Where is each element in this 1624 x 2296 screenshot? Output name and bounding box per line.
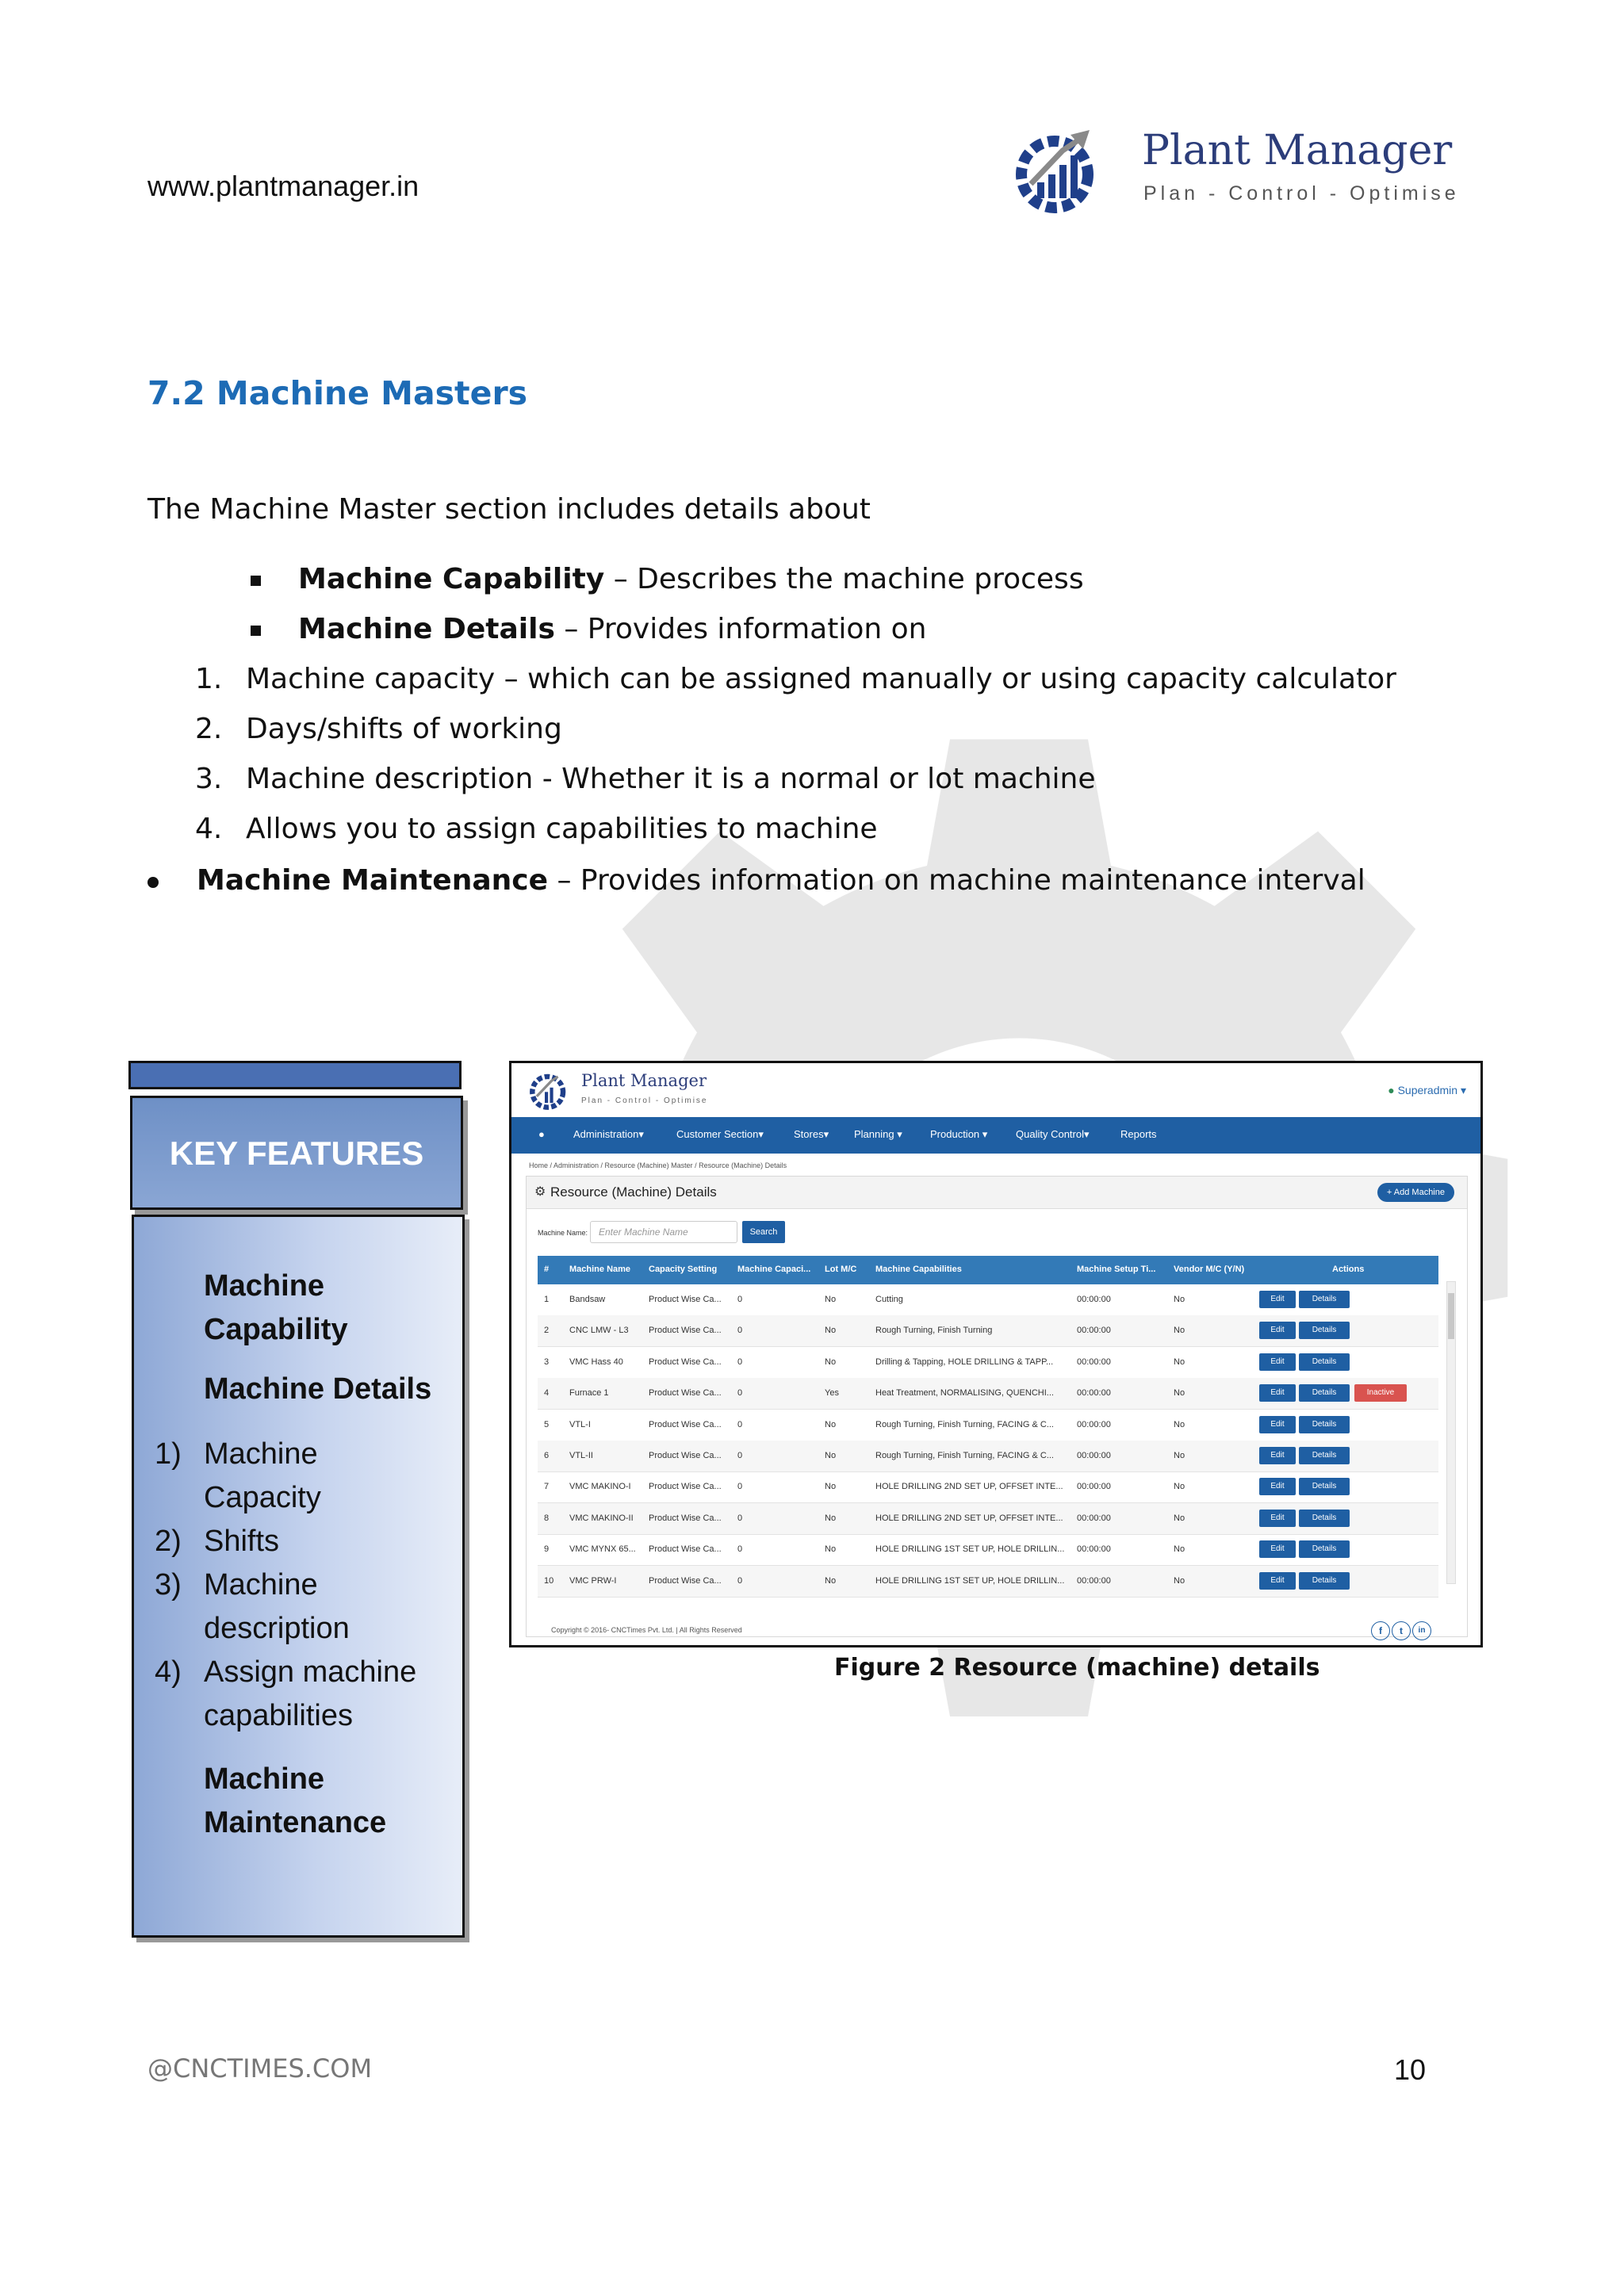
app-logo-icon — [526, 1066, 573, 1114]
nav-quality-control[interactable]: Quality Control▾ — [1016, 1128, 1090, 1140]
nav-production[interactable]: Production ▾ — [930, 1128, 988, 1140]
col-header: Actions — [1332, 1265, 1365, 1274]
details-button[interactable]: Details — [1299, 1353, 1350, 1371]
table-row — [538, 1441, 1438, 1472]
kf-item — [204, 1651, 416, 1738]
cell-lot: No — [825, 1419, 837, 1429]
edit-button[interactable]: Edit — [1259, 1322, 1296, 1339]
col-header[interactable]: Machine Capaci... — [737, 1265, 811, 1274]
cell-cap: 0 — [737, 1326, 743, 1336]
nav-label: Production — [930, 1128, 980, 1140]
app-logo-title: Plant Manager — [581, 1071, 707, 1090]
cell-vendor: No — [1174, 1295, 1185, 1304]
cell-cap: 0 — [737, 1482, 743, 1492]
cell-capab: HOLE DRILLING 1ST SET UP, HOLE DRILLIN... — [875, 1575, 1065, 1586]
kf-item — [204, 1520, 279, 1563]
twitter-icon[interactable]: t — [1392, 1621, 1411, 1640]
cell-vendor: No — [1174, 1388, 1185, 1399]
cell-lot: Yes — [825, 1388, 839, 1399]
bullet-machine-capability — [298, 563, 1084, 595]
bullet-bold: Machine Details — [298, 613, 555, 645]
website-url: www.plantmanager.in — [147, 170, 419, 202]
details-button[interactable]: Details — [1299, 1322, 1350, 1339]
table-row — [538, 1471, 1438, 1503]
footer-site: @CNCTIMES.COM — [147, 2053, 373, 2084]
panel-header — [527, 1177, 1467, 1209]
cell-n: 10 — [544, 1575, 554, 1586]
cell-n: 8 — [544, 1513, 550, 1523]
cell-capab: Drilling & Tapping, HOLE DRILLING & TAPP... — [875, 1357, 1054, 1367]
cell-setup: 00:00:00 — [1077, 1575, 1111, 1586]
table-row — [538, 1566, 1438, 1598]
bullet-text: – Describes the machine process — [604, 563, 1084, 595]
kf-item-number: 3) — [155, 1568, 182, 1601]
kf-machine-maintenance — [204, 1758, 386, 1845]
cell-lot: No — [825, 1326, 837, 1336]
cell-capab: Rough Turning, Finish Turning, FACING & C... — [875, 1419, 1054, 1429]
nav-label: Reports — [1120, 1128, 1157, 1140]
cell-setup: 00:00:00 — [1077, 1388, 1111, 1399]
cell-cap: 0 — [737, 1388, 743, 1399]
bullet-text: – Provides information on machine maintenance interval — [548, 864, 1365, 897]
cell-cap-set: Product Wise Ca... — [649, 1388, 722, 1399]
cell-name: VMC Hass 40 — [569, 1357, 623, 1367]
scrollbar-thumb[interactable] — [1448, 1293, 1454, 1339]
cell-n: 1 — [544, 1295, 550, 1304]
table-row — [538, 1410, 1438, 1441]
edit-button[interactable]: Edit — [1259, 1384, 1296, 1402]
nav-administration[interactable]: Administration▾ — [573, 1128, 644, 1140]
section-heading: 7.2 Machine Masters — [147, 374, 528, 412]
app-logo-tagline: Plan - Control - Optimise — [581, 1096, 708, 1105]
square-bullet-icon — [251, 576, 261, 586]
cell-vendor: No — [1174, 1513, 1185, 1523]
cell-name: VTL-I — [569, 1419, 591, 1429]
details-button[interactable]: Details — [1299, 1572, 1350, 1590]
cell-vendor: No — [1174, 1482, 1185, 1492]
cell-capab: Rough Turning, Finish Turning, FACING & C... — [875, 1451, 1054, 1460]
details-button[interactable]: Details — [1299, 1478, 1350, 1495]
panel-title: Resource (Machine) Details — [550, 1184, 717, 1200]
app-footer — [511, 1618, 1480, 1647]
cell-capab: HOLE DRILLING 2ND SET UP, OFFSET INTE... — [875, 1482, 1063, 1492]
cell-name: Furnace 1 — [569, 1388, 609, 1399]
cell-cap-set: Product Wise Ca... — [649, 1295, 722, 1304]
numbered-item-text: Machine capacity – which can be assigned manually or using capacity calculator — [246, 663, 1396, 695]
logo-tagline: Plan - Control - Optimise — [1143, 182, 1460, 205]
cell-lot: No — [825, 1482, 837, 1492]
edit-button[interactable]: Edit — [1259, 1447, 1296, 1464]
cell-setup: 00:00:00 — [1077, 1295, 1111, 1304]
kf-machine-capability — [204, 1265, 348, 1352]
linkedin-icon[interactable]: in — [1412, 1621, 1431, 1640]
numbered-item — [195, 713, 222, 745]
table-header — [538, 1256, 1438, 1284]
cell-setup: 00:00:00 — [1077, 1357, 1111, 1367]
item-number: 2. — [195, 713, 223, 745]
copyright-text: Copyright © 2016- CNCTimes Pvt. Ltd. | All Rights Reserved — [551, 1626, 742, 1634]
kf-item-line: description — [204, 1612, 350, 1645]
app-nav-bar — [511, 1117, 1480, 1154]
cell-name: VMC MYNX 65... — [569, 1544, 636, 1555]
cell-n: 4 — [544, 1388, 550, 1399]
user-name: Superadmin — [1397, 1084, 1458, 1096]
nav-planning[interactable]: Planning ▾ — [854, 1128, 902, 1140]
kf-label-line: Machine — [204, 1762, 325, 1796]
details-button[interactable]: Details — [1299, 1447, 1350, 1464]
details-button[interactable]: Details — [1299, 1291, 1350, 1308]
cell-setup: 00:00:00 — [1077, 1482, 1111, 1492]
kf-label-line: Maintenance — [204, 1806, 387, 1839]
item-number: 3. — [195, 763, 223, 795]
gear-chart-logo-icon — [1007, 119, 1110, 222]
kf-item-line: Capacity — [204, 1481, 321, 1514]
edit-button[interactable]: Edit — [1259, 1510, 1296, 1527]
cell-lot: No — [825, 1513, 837, 1523]
cell-capab: Cutting — [875, 1295, 903, 1304]
plant-manager-logo — [1007, 119, 1460, 222]
key-features-body — [132, 1215, 465, 1938]
cell-lot: No — [825, 1451, 837, 1460]
key-features-header — [130, 1096, 463, 1210]
bullet-machine-details — [298, 613, 926, 645]
details-button[interactable]: Details — [1299, 1384, 1350, 1402]
home-icon[interactable]: ● — [538, 1128, 545, 1140]
resource-panel — [526, 1176, 1468, 1637]
numbered-item-text: Allows you to assign capabilities to machine — [246, 813, 878, 845]
cell-name: CNC LMW - L3 — [569, 1326, 629, 1336]
cell-name: VTL-II — [569, 1451, 593, 1460]
logo-title: Plant Manager — [1142, 127, 1453, 174]
cell-setup: 00:00:00 — [1077, 1513, 1111, 1523]
kf-item — [204, 1563, 350, 1651]
numbered-item — [195, 663, 222, 695]
breadcrumb: Home / Administration / Resource (Machine) Master / Resource (Machine) Details — [529, 1161, 787, 1169]
cell-n: 3 — [544, 1357, 550, 1367]
cell-cap-set: Product Wise Ca... — [649, 1326, 722, 1336]
nav-stores[interactable]: Stores▾ — [794, 1128, 829, 1140]
cell-name: VMC PRW-I — [569, 1575, 617, 1586]
table-row — [538, 1315, 1438, 1347]
edit-button[interactable]: Edit — [1259, 1416, 1296, 1433]
cell-setup: 00:00:00 — [1077, 1544, 1111, 1555]
table-row — [538, 1503, 1438, 1535]
kf-item-line: capabilities — [204, 1699, 353, 1732]
bullet-bold: Machine Capability — [298, 563, 605, 595]
bullet-text: – Provides information on — [554, 613, 927, 645]
kf-item-number: 4) — [155, 1655, 182, 1689]
gears-icon: ⚙ — [534, 1185, 546, 1199]
cell-cap: 0 — [737, 1544, 743, 1555]
cell-cap-set: Product Wise Ca... — [649, 1419, 722, 1429]
intro-paragraph: The Machine Master section includes details about — [147, 493, 871, 526]
kf-item-number: 1) — [155, 1437, 182, 1471]
cell-cap-set: Product Wise Ca... — [649, 1544, 722, 1555]
col-header[interactable]: Vendor M/C (Y/N) — [1174, 1265, 1245, 1274]
cell-n: 5 — [544, 1419, 550, 1429]
cell-cap: 0 — [737, 1575, 743, 1586]
search-button[interactable]: Search — [742, 1221, 785, 1243]
col-header[interactable]: Lot M/C — [825, 1265, 857, 1274]
nav-label: Quality Control — [1016, 1128, 1084, 1140]
cell-n: 7 — [544, 1482, 550, 1492]
kf-item-number: 2) — [155, 1525, 182, 1558]
cell-capab: Heat Treatment, NORMALISING, QUENCHI... — [875, 1388, 1054, 1399]
edit-button[interactable]: Edit — [1259, 1353, 1296, 1371]
cell-vendor: No — [1174, 1419, 1185, 1429]
page-number: 10 — [1394, 2053, 1427, 2086]
details-button[interactable]: Details — [1299, 1510, 1350, 1527]
app-top-bar — [511, 1063, 1480, 1118]
kf-label-line: Capability — [204, 1313, 348, 1346]
cell-name: Bandsaw — [569, 1295, 606, 1304]
cell-vendor: No — [1174, 1575, 1185, 1586]
details-button[interactable]: Details — [1299, 1416, 1350, 1433]
facebook-icon[interactable]: f — [1371, 1621, 1390, 1640]
cell-cap-set: Product Wise Ca... — [649, 1451, 722, 1460]
col-header[interactable]: Machine Name — [569, 1265, 631, 1274]
machine-name-input[interactable]: Enter Machine Name — [590, 1221, 737, 1243]
cell-cap: 0 — [737, 1295, 743, 1304]
table-row — [538, 1378, 1438, 1410]
edit-button[interactable]: Edit — [1259, 1478, 1296, 1495]
cell-capab: Rough Turning, Finish Turning — [875, 1326, 993, 1336]
item-number: 4. — [195, 813, 223, 845]
round-bullet-icon — [147, 877, 159, 888]
cell-lot: No — [825, 1357, 837, 1367]
bullet-machine-maintenance — [197, 864, 1365, 897]
inactive-button[interactable]: Inactive — [1354, 1384, 1407, 1402]
details-button[interactable]: Details — [1299, 1540, 1350, 1558]
numbered-item — [195, 813, 222, 845]
numbered-item — [195, 763, 222, 795]
nav-reports[interactable] — [1120, 1128, 1157, 1140]
key-features-top-bar — [128, 1061, 462, 1089]
cell-cap-set: Product Wise Ca... — [649, 1357, 722, 1367]
nav-label: Planning — [854, 1128, 894, 1140]
cell-vendor: No — [1174, 1451, 1185, 1460]
edit-button[interactable]: Edit — [1259, 1291, 1296, 1308]
edit-button[interactable]: Edit — [1259, 1572, 1296, 1590]
cell-lot: No — [825, 1544, 837, 1555]
table-row — [538, 1284, 1438, 1316]
nav-label: Administration — [573, 1128, 639, 1140]
bullet-bold: Machine Maintenance — [197, 864, 549, 897]
machine-name-label: Machine Name: — [538, 1229, 588, 1237]
col-header[interactable]: Machine Setup Ti... — [1077, 1265, 1156, 1274]
kf-item-line: Machine — [204, 1437, 318, 1471]
numbered-item-text: Days/shifts of working — [246, 713, 562, 745]
cell-vendor: No — [1174, 1326, 1185, 1336]
cell-cap: 0 — [737, 1513, 743, 1523]
item-number: 1. — [195, 663, 223, 695]
kf-item-line: Machine — [204, 1568, 318, 1601]
user-icon: ● — [1388, 1084, 1395, 1096]
table-row — [538, 1534, 1438, 1566]
cell-vendor: No — [1174, 1544, 1185, 1555]
kf-label-line: Machine — [204, 1269, 325, 1303]
cell-cap: 0 — [737, 1357, 743, 1367]
numbered-item-text: Machine description - Whether it is a normal or lot machine — [246, 763, 1096, 795]
nav-label: Customer Section — [676, 1128, 759, 1140]
cell-cap: 0 — [737, 1419, 743, 1429]
cell-lot: No — [825, 1295, 837, 1304]
app-screenshot — [509, 1061, 1483, 1647]
figure-caption: Figure 2 Resource (machine) details — [834, 1654, 1320, 1682]
square-bullet-icon — [251, 626, 261, 636]
cell-lot: No — [825, 1575, 837, 1586]
kf-item — [204, 1433, 321, 1520]
cell-n: 6 — [544, 1451, 550, 1460]
user-menu[interactable] — [1388, 1084, 1466, 1097]
nav-customer-section[interactable]: Customer Section▾ — [676, 1128, 764, 1140]
kf-machine-details — [204, 1368, 431, 1411]
cell-cap-set: Product Wise Ca... — [649, 1575, 722, 1586]
cell-n: 9 — [544, 1544, 550, 1555]
edit-button[interactable]: Edit — [1259, 1540, 1296, 1558]
cell-setup: 00:00:00 — [1077, 1451, 1111, 1460]
cell-name: VMC MAKINO-II — [569, 1513, 634, 1523]
cell-capab: HOLE DRILLING 1ST SET UP, HOLE DRILLIN... — [875, 1544, 1065, 1555]
cell-cap-set: Product Wise Ca... — [649, 1482, 722, 1492]
nav-label: Stores — [794, 1128, 824, 1140]
key-features-title: KEY FEATURES — [169, 1135, 424, 1172]
cell-n: 2 — [544, 1326, 550, 1336]
col-header: # — [544, 1265, 550, 1274]
kf-label-line: Machine Details — [204, 1372, 432, 1406]
kf-item-line: Assign machine — [204, 1655, 417, 1689]
cell-name: VMC MAKINO-I — [569, 1482, 631, 1492]
cell-vendor: No — [1174, 1357, 1185, 1367]
cell-setup: 00:00:00 — [1077, 1419, 1111, 1429]
add-machine-button[interactable]: + Add Machine — [1377, 1183, 1454, 1202]
cell-setup: 00:00:00 — [1077, 1326, 1111, 1336]
cell-cap-set: Product Wise Ca... — [649, 1513, 722, 1523]
kf-item-line: Shifts — [204, 1525, 280, 1558]
col-header[interactable]: Capacity Setting — [649, 1265, 718, 1274]
chevron-down-icon: ▾ — [1460, 1084, 1466, 1096]
col-header[interactable]: Machine Capabilities — [875, 1265, 962, 1274]
table-scrollbar[interactable] — [1446, 1281, 1456, 1584]
cell-capab: HOLE DRILLING 2ND SET UP, OFFSET INTE... — [875, 1513, 1063, 1523]
table-row — [538, 1347, 1438, 1379]
cell-cap: 0 — [737, 1451, 743, 1460]
